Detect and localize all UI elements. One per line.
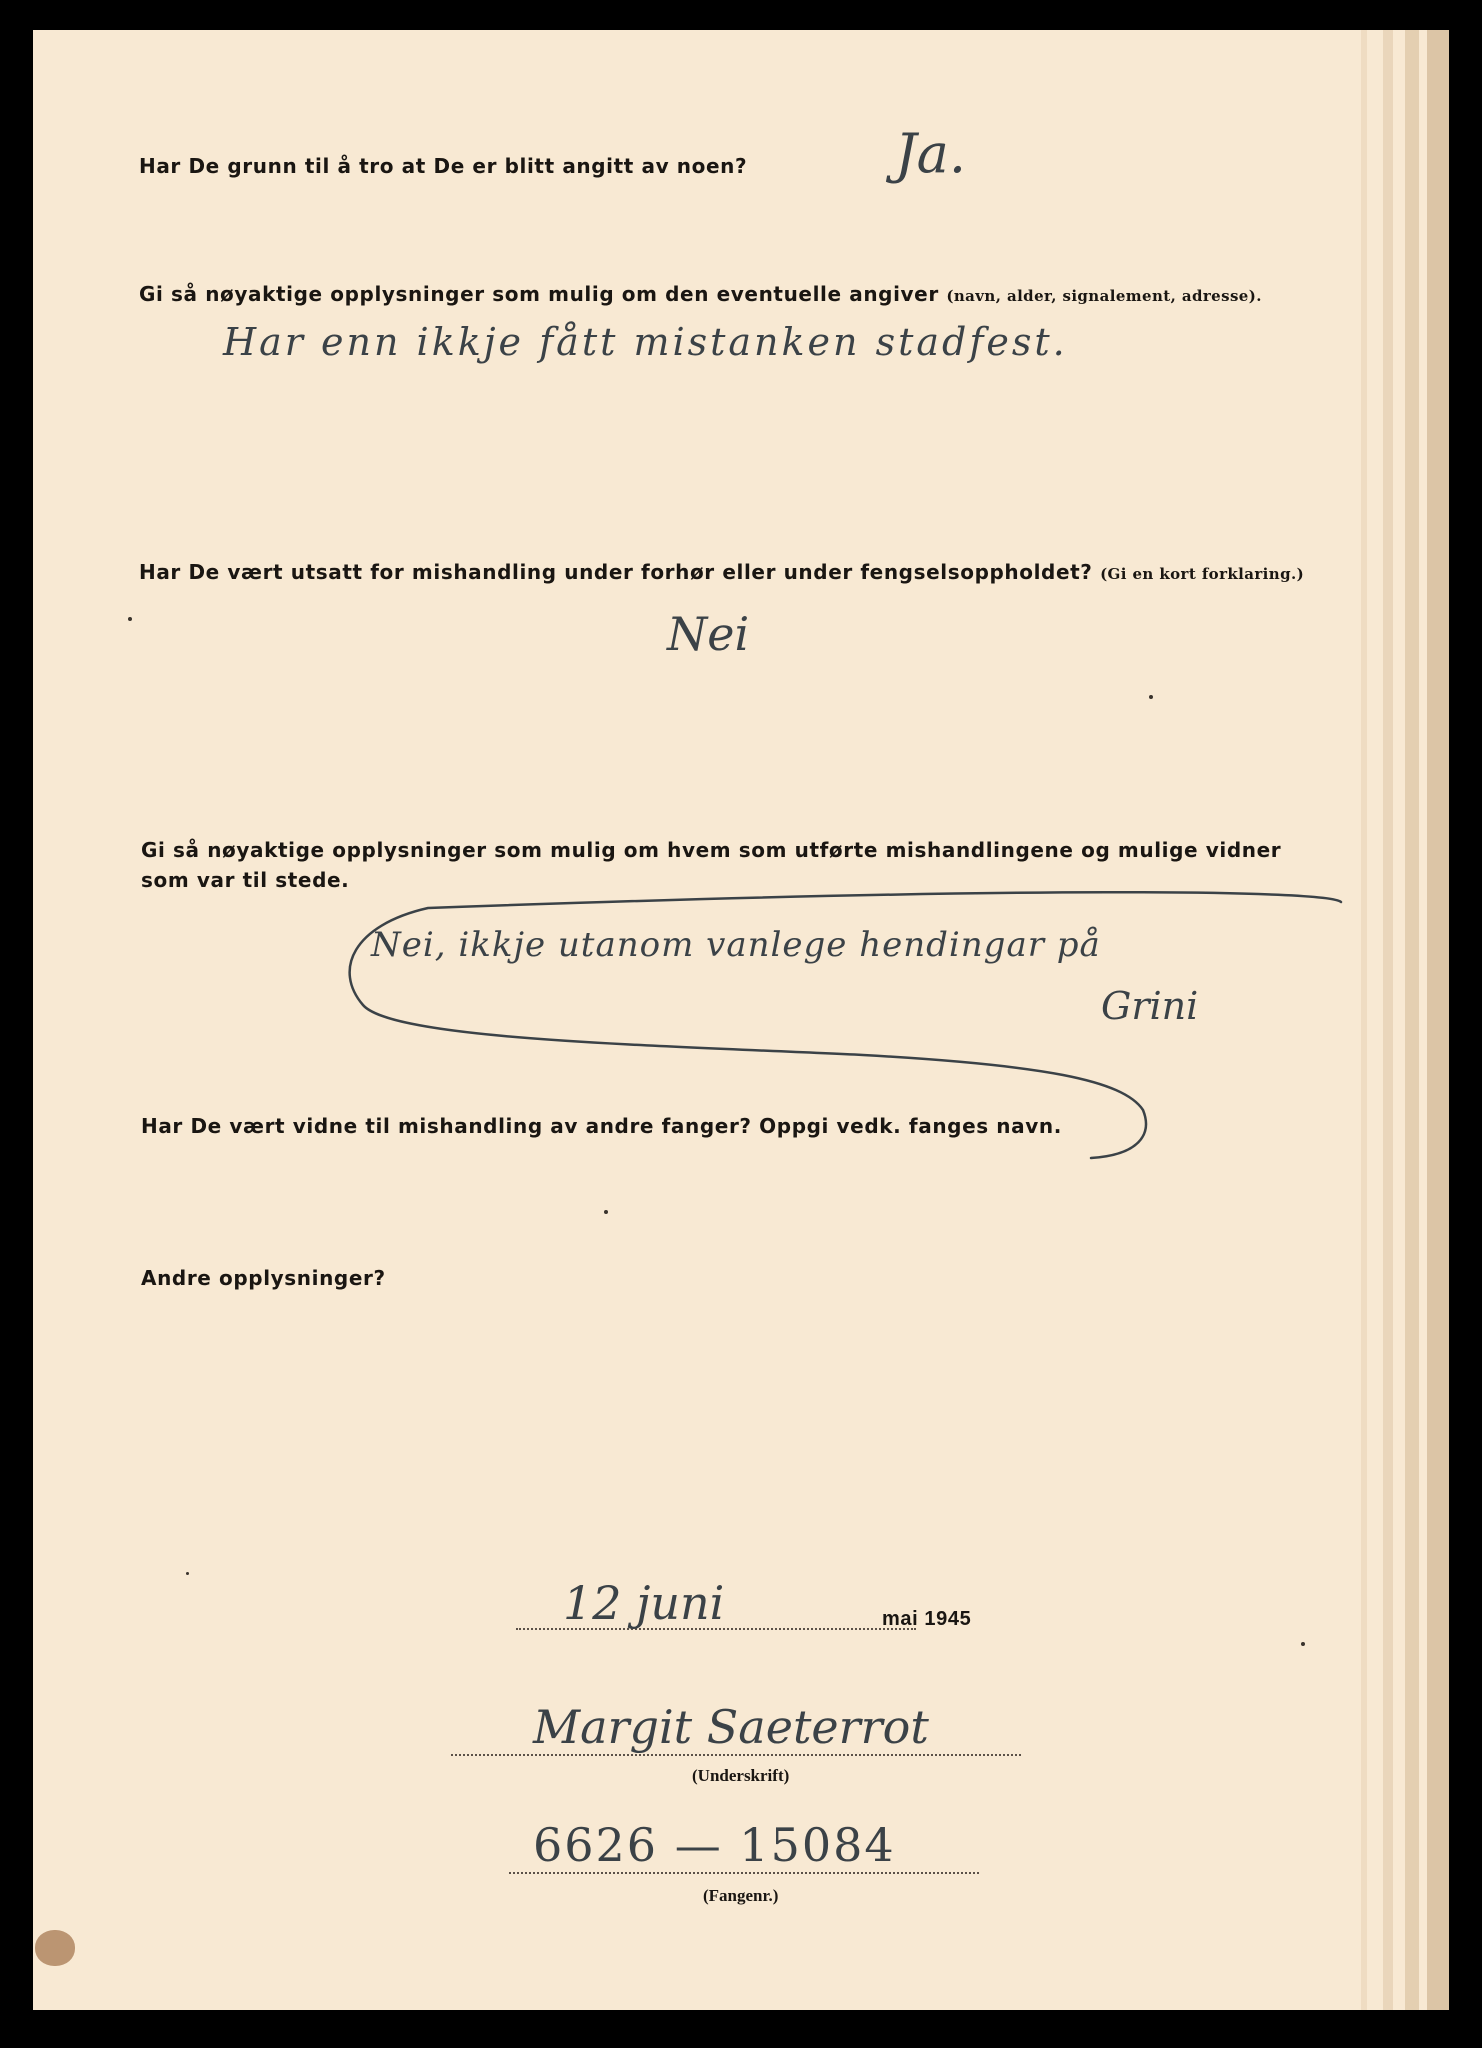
question-mistreatment-text: Har De vært utsatt for mishandling under forhør eller under fengselsoppholdet? — [139, 560, 1093, 584]
answer-mistreatment: Nei — [667, 607, 750, 661]
answer-denounced: Ja. — [895, 122, 967, 185]
question-perpetrators-line2: som var til stede. — [141, 868, 350, 892]
question-informer-text: Gi så nøyaktige opplysninger som mulig om den eventuelle angiver — [139, 282, 939, 306]
question-informer-note: (navn, alder, signalement, adresse). — [946, 287, 1262, 305]
date-handwritten: 12 juni — [563, 1576, 725, 1630]
signature-line — [451, 1754, 1021, 1756]
answer-perpetrators-line1: Nei, ikkje utanom vanlege hendingar på — [371, 925, 1101, 965]
question-witnessed: Har De vært vidne til mishandling av andre fanger? Oppgi vedk. fanges navn. — [141, 1114, 1062, 1138]
signature-caption: (Underskrift) — [692, 1766, 790, 1785]
question-other-info: Andre opplysninger? — [141, 1266, 386, 1290]
prisoner-number-line — [509, 1872, 979, 1874]
question-mistreatment-note: (Gi en kort forklaring.) — [1100, 565, 1305, 583]
form-page — [33, 30, 1449, 2010]
answer-perpetrators-line2: Grini — [1101, 984, 1199, 1028]
question-denounced: Har De grunn til å tro at De er blitt angitt av noen? — [139, 154, 748, 178]
question-perpetrators-line1: Gi så nøyaktige opplysninger som mulig om hvem som utførte mishandlingene og mulige vidner — [141, 838, 1282, 862]
prisoner-number-caption: (Fangenr.) — [703, 1886, 779, 1905]
prisoner-number: 6626 — 15084 — [533, 1818, 896, 1872]
answer-informer: Har enn ikkje fått mistanken stadfest. — [223, 320, 1068, 364]
signature: Margit Saeterrot — [533, 1700, 929, 1754]
date-printed: mai 1945 — [882, 1608, 972, 1630]
